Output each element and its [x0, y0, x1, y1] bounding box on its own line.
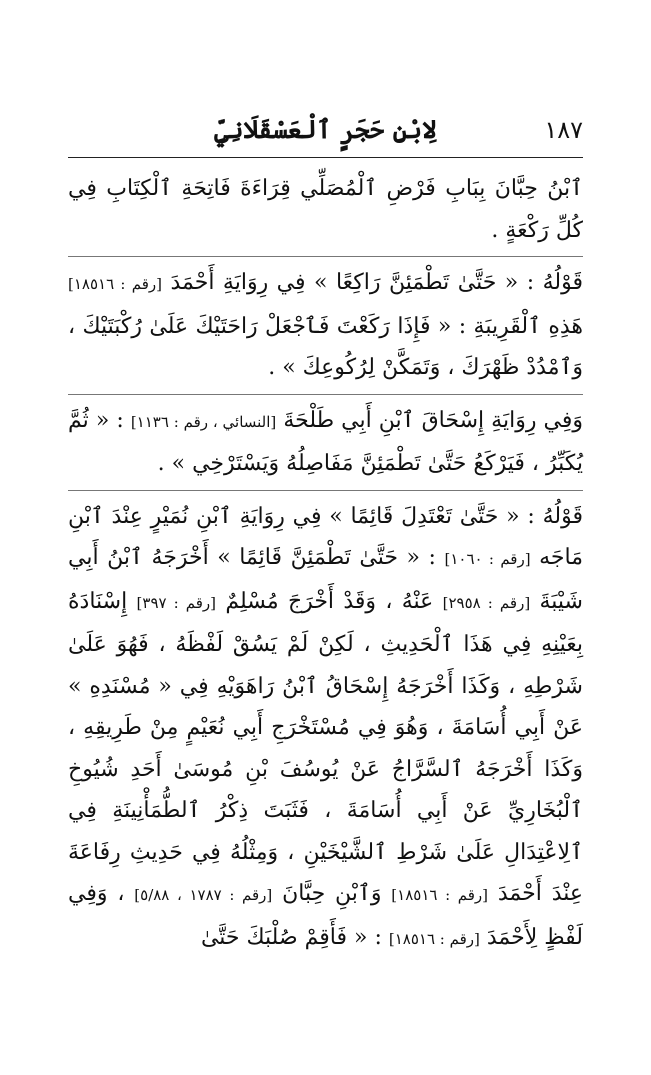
running-header	[68, 112, 583, 152]
paragraph-text: إِسْنَادَهُ بِعَيْنِهِ فِي هَذَا ٱلْحَدِيثِ ، لَكِنْ لَمْ يَسُقْ لَفْظَهُ ، فَهُوَ عَلَىٰ شَرْطِهِ ، وَكَذَا أَخْرَجَهُ إِسْحَاقُ ٱبْنُ رَاهَوَيْهِ فِي « مُسْنَدِهِ » عَنْ أَبِي أُسَامَةَ ، وَهُوَ فِي مُسْتَخْرَجِ أَبِي نُعَيْمٍ مِنْ طَرِيقِهِ ، وَكَذَا أَخْرَجَهُ ٱلسَّرَّاجُ عَنْ يُوسُفَ بْنِ مُوسَىٰ أَحَدِ شُيُوخِ ٱلْبُخَارِيِّ عَنْ أَبِي أُسَامَةَ ، فَثَبَتَ ذِكْرُ ٱلطُّمَأْنِينَةِ فِي ٱلِاعْتِدَالِ عَلَىٰ شَرْطِ ٱلشَّيْخَيْنِ ، وَمِثْلُهُ فِي حَدِيثِ رِفَاعَةَ عِنْدَ أَحْمَدَ	[68, 588, 584, 906]
divider	[68, 394, 583, 395]
citation-ref: [رقم : ٢٩٥٨]	[442, 593, 531, 612]
paragraph-text: وَٱبْنِ حِبَّانَ	[272, 881, 392, 906]
paragraph-text: : « ثُمَّ يُكَبِّرُ ، فَيَرْكَعُ حَتَّىٰ تَطْمَئِنَّ مَفَاصِلُهُ وَيَسْتَرْخِي » .	[68, 407, 583, 476]
citation-ref: [رقم : ١٨٥١٦]	[388, 929, 480, 948]
divider	[68, 490, 583, 491]
divider	[68, 256, 583, 257]
page-number: ١٨٧	[544, 116, 583, 144]
paragraph-text: : « فَأَقِمْ صُلْبَكَ حَتَّىٰ	[200, 924, 389, 950]
paragraph-text: ٱبْنُ حِبَّانَ بِبَابِ فَرْضِ ٱلْمُصَلِّي قِرَاءَةَ فَاتِحَةِ ٱلْكِتَابِ فِي كُلِّ رَكْعَةٍ .	[68, 176, 583, 243]
paragraph-4	[68, 496, 583, 961]
citation-ref: [النسائي ، رقم : ١١٣٦]	[130, 412, 277, 431]
citation-ref: [رقم : ١٨٥١٦]	[68, 275, 162, 293]
citation-ref: [رقم : ١٧٨٧ ، ٥/٨٨]	[134, 886, 273, 904]
paragraph-text: هَذِهِ ٱلْقَرِيبَةِ : « فَإِذَا رَكَعْتَ فَٱجْعَلْ رَاحَتَيْكَ عَلَىٰ رُكْبَتَيْكَ ، وَٱمْدُدْ ظَهْرَكَ ، وَتَمَكَّنْ لِرُكُوعِكَ » .	[68, 313, 583, 380]
paragraph-text: قَوْلُهُ : « حَتَّىٰ تَطْمَئِنَّ رَاكِعًا » فِي رِوَايَةِ أَحْمَدَ	[161, 270, 583, 295]
citation-ref: [رقم : ١٠٦٠]	[444, 550, 531, 568]
paragraph-text: عَنْهُ ، وَقَدْ أَخْرَجَ مُسْلِمٌ	[216, 588, 443, 614]
paragraph-text: قَوْلُهُ : « حَتَّىٰ تَعْتَدِلَ قَائِمًا » فِي رِوَايَةِ ٱبْنِ نُمَيْرٍ عِنْدَ ٱبْنِ مَاجَه	[68, 503, 584, 570]
paragraph-3	[68, 400, 583, 485]
paragraph-text: وَفِي رِوَايَةِ إِسْحَاقَ ٱبْنِ أَبِي طَلْحَةَ	[276, 407, 583, 433]
header-title: لِابْنِ حَجَرٍ ٱلْعَسْقَلَانِيِّ	[214, 115, 437, 144]
citation-ref: [رقم : ١٨٥١٦]	[391, 886, 489, 904]
paragraph-text: ، وَفِي لَفْظٍ لِأَحْمَدَ	[68, 881, 583, 950]
paragraph-1	[68, 168, 583, 251]
paragraph-2	[68, 262, 583, 389]
citation-ref: [رقم : ٣٩٧]	[136, 593, 217, 612]
paragraph-text: : « حَتَّىٰ تَطْمَئِنَّ قَائِمًا » أَخْرَجَهُ ٱبْنُ أَبِي شَيْبَةَ	[68, 545, 583, 614]
body-text	[68, 168, 583, 960]
header-rule	[68, 157, 583, 158]
